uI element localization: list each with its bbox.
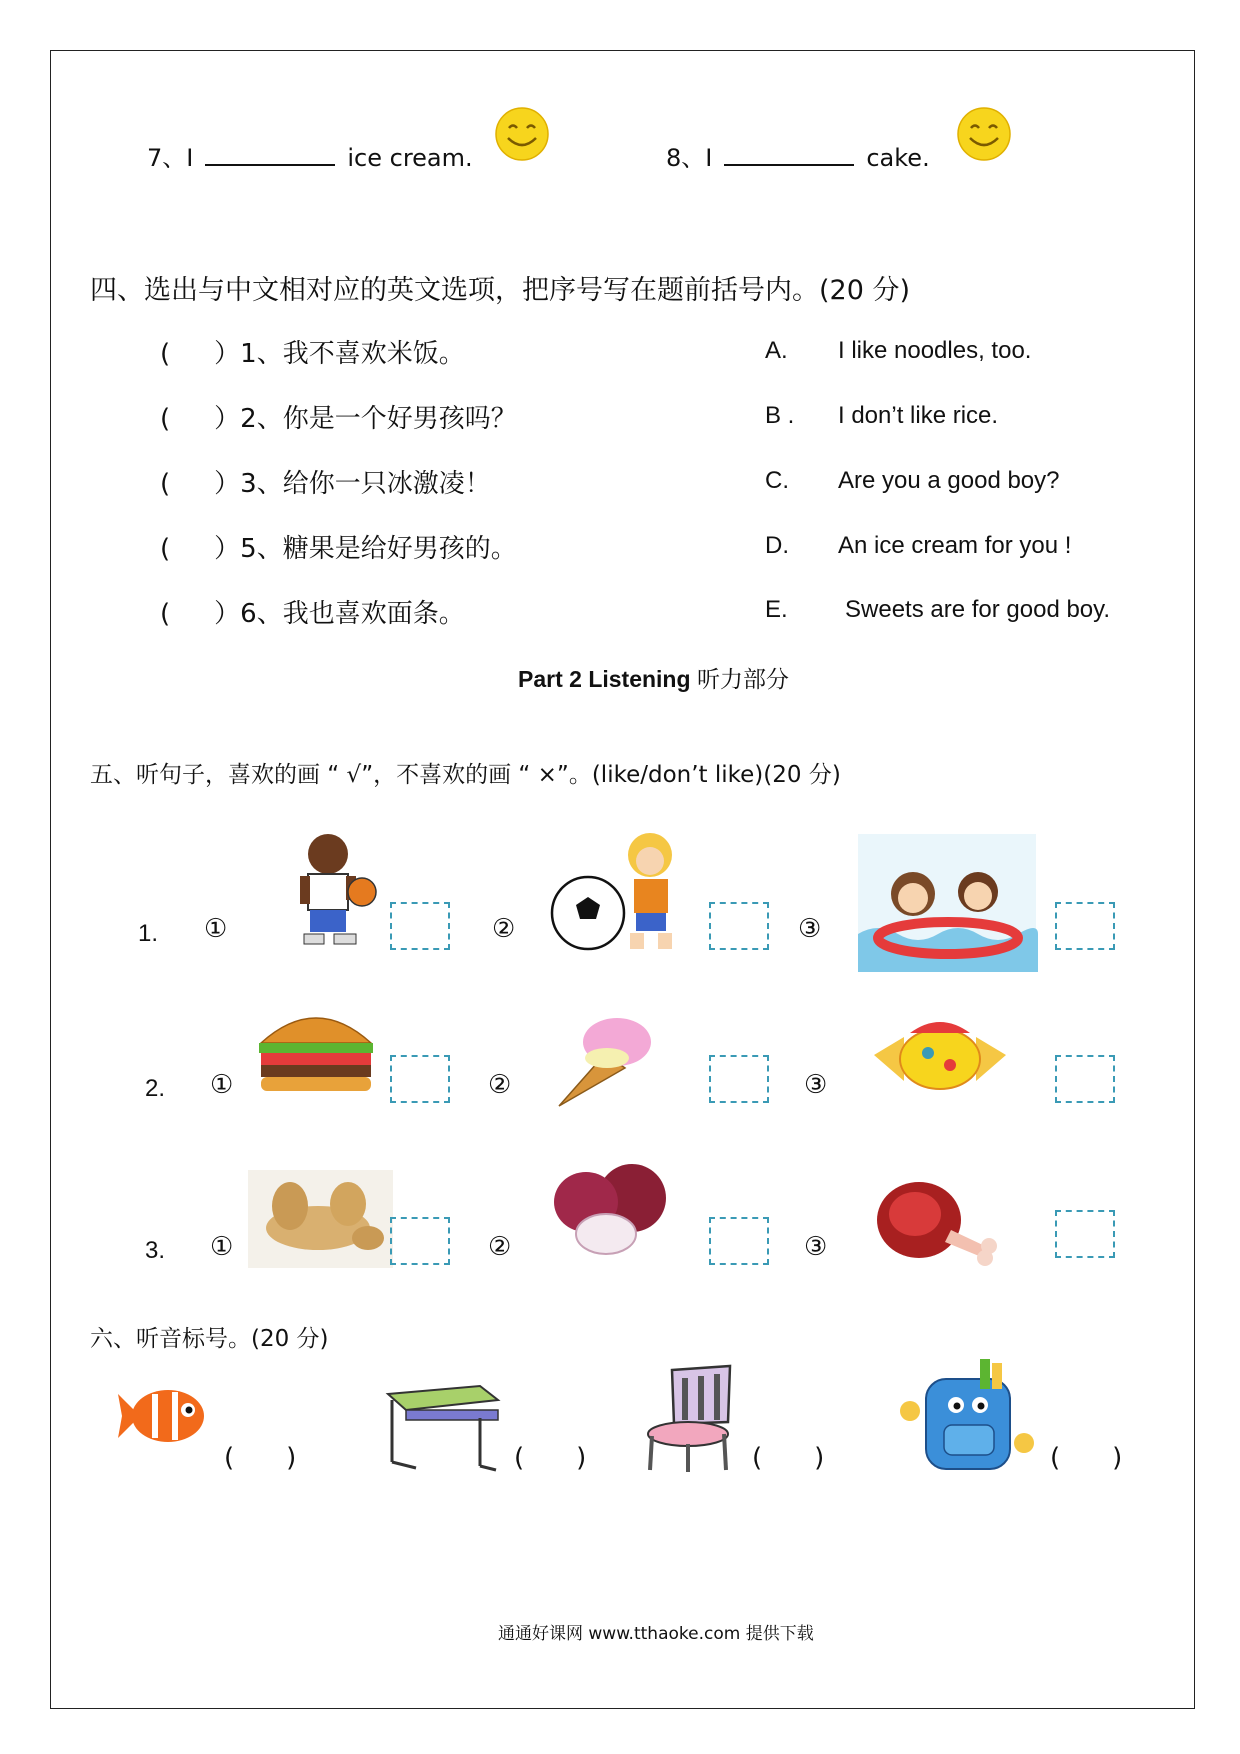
ham-icon bbox=[875, 1180, 1005, 1268]
fill-in-7 bbox=[147, 138, 473, 173]
part2-cn: 听力部分 bbox=[696, 667, 789, 693]
option-d-letter: D. bbox=[765, 532, 789, 559]
answer-box[interactable] bbox=[1055, 902, 1115, 950]
mark-1: ① bbox=[204, 914, 228, 944]
item-text: ）3、给你一只冰激凌！ bbox=[214, 469, 491, 499]
section4-item-1 bbox=[160, 333, 465, 370]
mark-1: ① bbox=[210, 1232, 234, 1262]
row-2-number: 2. bbox=[145, 1075, 166, 1102]
fill-in-8-text: cake. bbox=[866, 144, 930, 172]
option-b-text: I don’t like rice. bbox=[838, 402, 999, 429]
fill-in-7-number: 7、I bbox=[147, 144, 194, 172]
hamburger-icon bbox=[255, 1005, 377, 1095]
answer-box[interactable] bbox=[390, 1055, 450, 1103]
option-c-letter: C. bbox=[765, 467, 789, 494]
ice-cream-icon bbox=[555, 1010, 655, 1110]
fill-in-8-number: 8、I bbox=[666, 144, 713, 172]
mark-3: ③ bbox=[798, 914, 822, 944]
option-d-text: An ice cream for you ! bbox=[838, 532, 1072, 559]
option-e-letter: E. bbox=[765, 596, 788, 623]
answer-box[interactable] bbox=[390, 902, 450, 950]
mark-3: ③ bbox=[804, 1232, 828, 1262]
option-a-letter: A. bbox=[765, 337, 788, 364]
basketball-boy-icon bbox=[270, 830, 390, 950]
ginger-icon bbox=[248, 1170, 393, 1268]
answer-blank-8[interactable] bbox=[724, 142, 854, 166]
row-3-number: 3. bbox=[145, 1237, 166, 1264]
option-c-text: Are you a good boy? bbox=[838, 467, 1060, 494]
answer-box[interactable] bbox=[709, 1217, 769, 1265]
smiley-icon bbox=[494, 106, 550, 162]
schoolbag-icon bbox=[896, 1355, 1036, 1475]
answer-blank-7[interactable] bbox=[205, 142, 335, 166]
section4-item-2 bbox=[160, 398, 517, 435]
section4-item-6 bbox=[160, 593, 465, 630]
fish-icon bbox=[114, 1368, 210, 1464]
mark-3: ③ bbox=[804, 1070, 828, 1100]
section4-title: 四、选出与中文相对应的英文选项，把序号写在题前括号内。(20 分) bbox=[90, 275, 911, 306]
footer-text: 通通好课网 www.tthaoke.com 提供下载 bbox=[498, 1624, 814, 1644]
mark-1: ① bbox=[210, 1070, 234, 1100]
soccer-boy-icon bbox=[550, 825, 710, 955]
answer-box[interactable] bbox=[709, 902, 769, 950]
mark-2: ② bbox=[492, 914, 516, 944]
smiley-icon bbox=[956, 106, 1012, 162]
item-text: ）2、你是一个好男孩吗？ bbox=[214, 404, 517, 434]
item-text: ）5、糖果是给好男孩的。 bbox=[214, 534, 517, 564]
answer-paren[interactable]: ( ) bbox=[514, 1443, 587, 1473]
answer-paren[interactable]: ( ) bbox=[752, 1443, 825, 1473]
option-e-text: Sweets are for good boy. bbox=[845, 596, 1111, 623]
item-text: ）1、我不喜欢米饭。 bbox=[214, 339, 465, 369]
section4-item-5 bbox=[160, 528, 517, 565]
option-a-text: I like noodles, too. bbox=[838, 337, 1032, 364]
part2-en: Part 2 Listening bbox=[518, 666, 691, 692]
answer-paren[interactable]: ( bbox=[160, 469, 171, 499]
answer-box[interactable] bbox=[709, 1055, 769, 1103]
onion-icon bbox=[546, 1158, 671, 1258]
answer-paren[interactable]: ( bbox=[160, 599, 171, 629]
option-b-letter: B . bbox=[765, 402, 795, 429]
chair-icon bbox=[642, 1362, 738, 1474]
answer-box[interactable] bbox=[1055, 1055, 1115, 1103]
row-1-number: 1. bbox=[138, 920, 159, 947]
desk-icon bbox=[384, 1382, 500, 1474]
section6-title: 六、听音标号。(20 分) bbox=[90, 1326, 329, 1352]
fill-in-8 bbox=[666, 138, 930, 173]
part2-heading bbox=[518, 661, 789, 694]
answer-paren[interactable]: ( ) bbox=[224, 1443, 297, 1473]
answer-paren[interactable]: ( bbox=[160, 404, 171, 434]
candy-icon bbox=[870, 1015, 1010, 1105]
answer-box[interactable] bbox=[390, 1217, 450, 1265]
answer-paren[interactable]: ( bbox=[160, 339, 171, 369]
swimming-kids-icon bbox=[858, 834, 1036, 972]
answer-box[interactable] bbox=[1055, 1210, 1115, 1258]
answer-paren[interactable]: ( bbox=[160, 534, 171, 564]
item-text: ）6、我也喜欢面条。 bbox=[214, 599, 465, 629]
mark-2: ② bbox=[488, 1070, 512, 1100]
section4-item-3 bbox=[160, 463, 491, 500]
answer-paren[interactable]: ( ) bbox=[1050, 1443, 1123, 1473]
section5-title: 五、听句子，喜欢的画 “ √”，不喜欢的画 “ ×”。(like/don’t like)(20 分) bbox=[90, 762, 841, 788]
mark-2: ② bbox=[488, 1232, 512, 1262]
fill-in-7-text: ice cream. bbox=[347, 144, 473, 172]
